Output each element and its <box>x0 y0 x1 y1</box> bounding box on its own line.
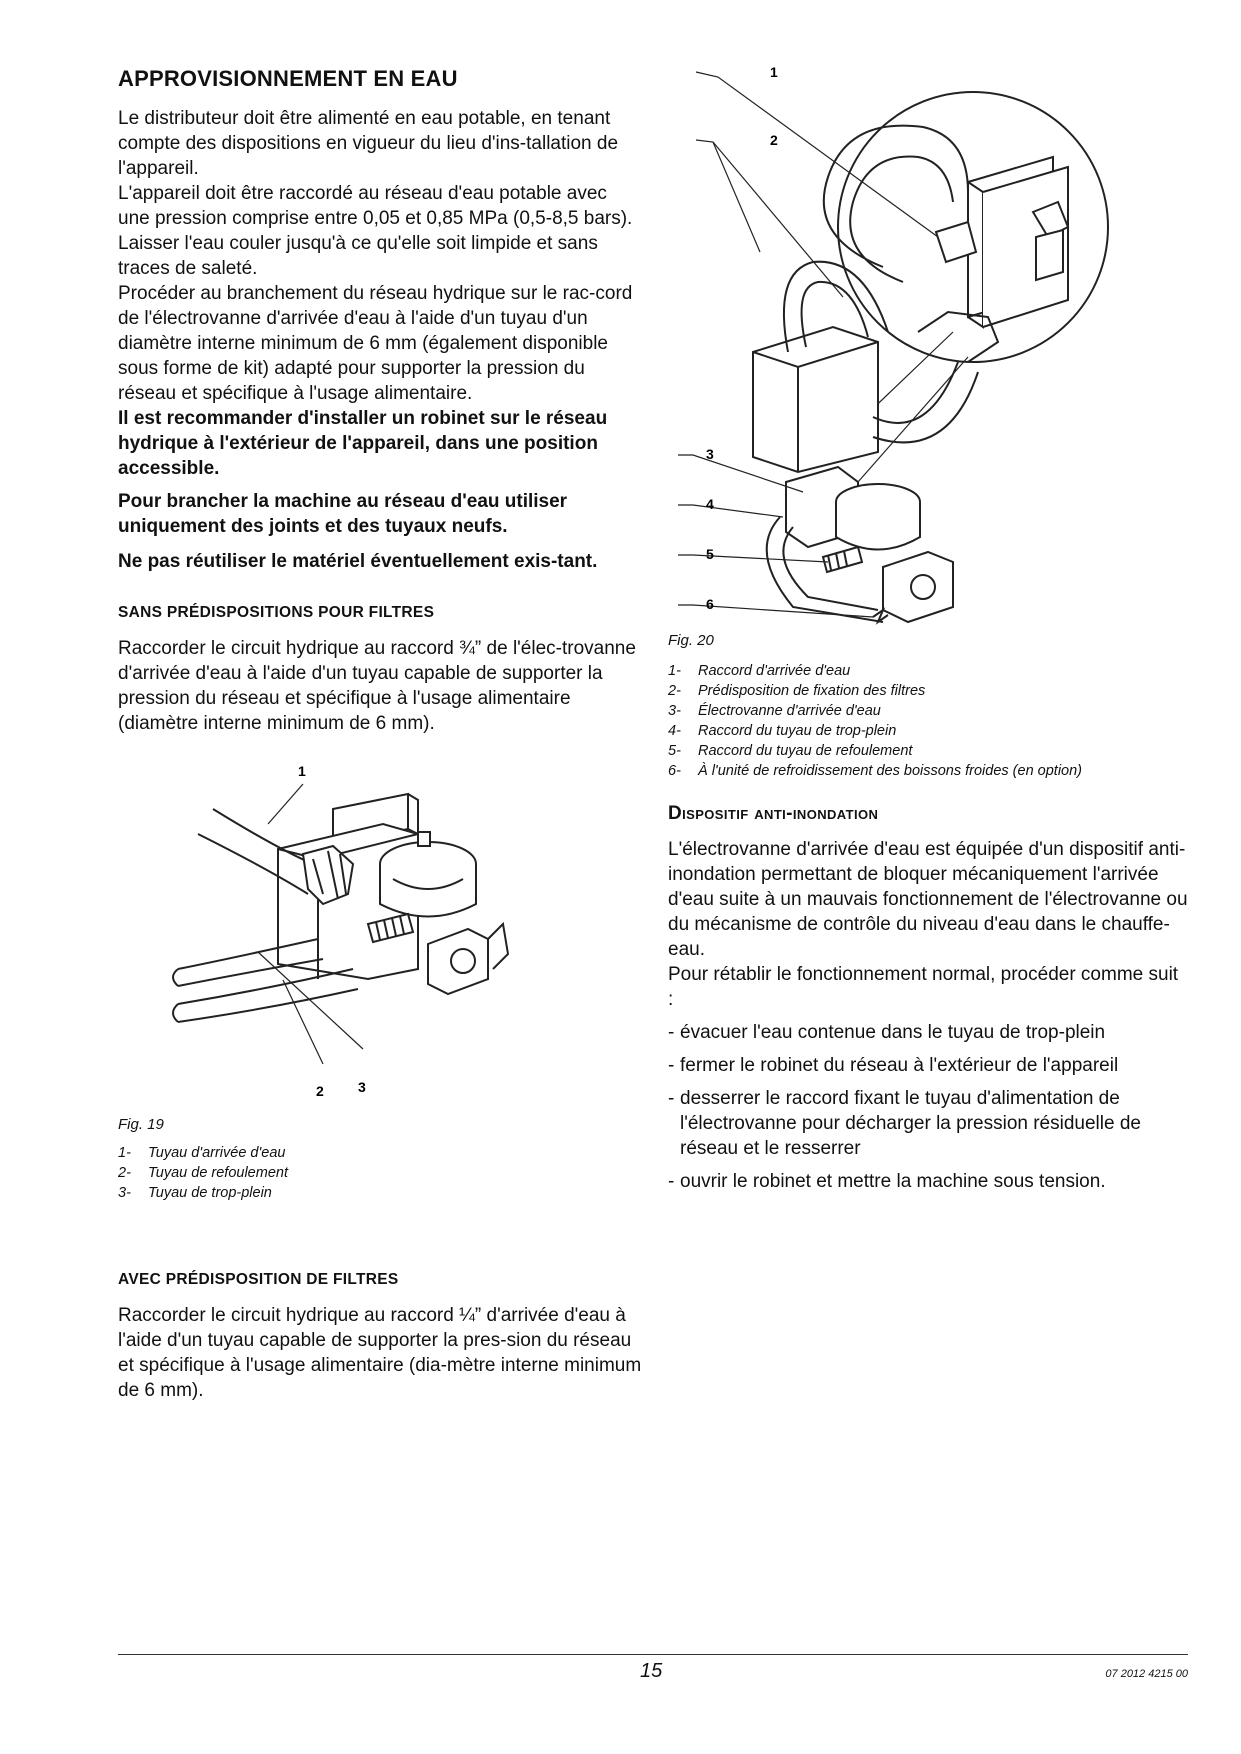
list-item: - évacuer l'eau contenue dans le tuyau de trop-plein <box>668 1022 1106 1043</box>
right-column <box>668 62 1188 1194</box>
list-item: - desserrer le raccord fixant le tuyau d'alimentation de l'électrovanne pour décharger la pression résiduelle de réseau et le resserrer <box>668 1088 1141 1159</box>
fig19-label-1: 1 <box>298 763 306 779</box>
fig19-label-3: 3 <box>358 1079 366 1095</box>
fig20-label-3: 3 <box>706 446 714 462</box>
figure-20 <box>668 62 1188 634</box>
page-title: APPROVISIONNEMENT EN EAU <box>118 66 458 91</box>
fig20-caption: Fig. 20 <box>668 632 714 649</box>
intro-paragraph-3: Laisser l'eau couler jusqu'à ce qu'elle soit limpide et sans traces de saleté. <box>118 233 598 279</box>
list-item: - fermer le robinet du réseau à l'extérieur de l'appareil <box>668 1055 1119 1076</box>
legend-item: 1- Raccord d'arrivée d'eau <box>668 663 851 679</box>
legend-item: 3- Électrovanne d'arrivée d'eau <box>668 703 881 719</box>
fig20-legend <box>668 661 1188 781</box>
intro-paragraph-2: L'appareil doit être raccordé au réseau d'eau potable avec une pression comprise entre 0,05 et 0,85 MPa (0,5-8,5 bars). <box>118 183 633 229</box>
legend-item: 2- Tuyau de refoulement <box>118 1165 288 1181</box>
section-text-with-filters: Raccorder le circuit hydrique au raccord ¼” d'arrivée d'eau à l'aide d'un tuyau capable de supporter la pres-sion du réseau et spécifique à l'usage alimentaire (dia-mètre interne minimum de 6 mm). <box>118 1305 642 1401</box>
intro-warning-1: Il est recommander d'installer un robinet sur le réseau hydrique à l'extérieur de l'appareil, dans une position accessible. <box>118 408 608 479</box>
anti-flood-paragraph-2: Pour rétablir le fonctionnement normal, procéder comme suit : <box>668 964 1179 1010</box>
intro-paragraph-4: Procéder au branchement du réseau hydrique sur le rac-cord de l'électrovanne d'arrivée d'eau à l'aide d'un tuyau d'un diamètre interne minimum de 6 mm (également disponible sous forme de kit) adapté pour supporter la pression du réseau et spécifique à l'usage alimentaire. <box>118 283 633 404</box>
fig20-label-2: 2 <box>770 132 778 148</box>
list-item: - ouvrir le robinet et mettre la machine sous tension. <box>668 1171 1106 1192</box>
figure-19 <box>118 754 643 1114</box>
section-heading-no-filters: SANS PRÉDISPOSITIONS POUR FILTRES <box>118 604 435 621</box>
anti-flood-paragraph-1: L'électrovanne d'arrivée d'eau est équipée d'un dispositif anti-inondation permettant de bloquer mécaniquement l'arrivée d'eau suite à un mauvais fonctionnement de l'électrovanne ou du mécanisme de contrôle du niveau d'eau dans le chauffe-eau. <box>668 839 1188 960</box>
fig20-illustration <box>668 62 1188 634</box>
legend-item: 3- Tuyau de trop-plein <box>118 1185 272 1201</box>
fig19-label-2: 2 <box>316 1083 324 1099</box>
legend-item: 2- Prédisposition de fixation des filtres <box>668 683 926 699</box>
fig20-label-1: 1 <box>770 64 778 80</box>
fig19-legend <box>118 1143 643 1203</box>
legend-item: 4- Raccord du tuyau de trop-plein <box>668 723 897 739</box>
intro-warning-3: Ne pas réutiliser le matériel éventuellement exis-tant. <box>118 551 598 572</box>
fig20-label-6: 6 <box>706 596 714 612</box>
fig19-caption: Fig. 19 <box>118 1116 164 1133</box>
legend-item: 5- Raccord du tuyau de refoulement <box>668 743 913 759</box>
left-column <box>118 62 643 1403</box>
footer-divider <box>118 1654 1188 1655</box>
intro-paragraph-1: Le distributeur doit être alimenté en eau potable, en tenant compte des dispositions en vigueur du lieu d'ins-tallation de l'appareil. <box>118 108 619 179</box>
document-code: 07 2012 4215 00 <box>1105 1668 1188 1680</box>
intro-warning-2: Pour brancher la machine au réseau d'eau utiliser uniquement des joints et des tuyaux neufs. <box>118 491 568 537</box>
anti-flood-steps <box>668 1020 1188 1194</box>
fig20-label-5: 5 <box>706 546 714 562</box>
legend-item: 6- À l'unité de refroidissement des boissons froides (en option) <box>668 763 1083 779</box>
legend-item: 1- Tuyau d'arrivée d'eau <box>118 1145 286 1161</box>
fig19-illustration <box>118 754 643 1114</box>
section-heading-anti-flood: Dispositif anti-inondation <box>668 803 879 824</box>
fig20-label-4: 4 <box>706 496 714 512</box>
section-text-no-filters: Raccorder le circuit hydrique au raccord ¾” de l'élec-trovanne d'arrivée d'eau à l'aide d'un tuyau capable de supporter la pression du réseau et spécifique à l'usage alimentaire (diamètre interne minimum de 6 mm). <box>118 638 636 734</box>
page-number: 15 <box>640 1660 663 1682</box>
section-heading-with-filters: AVEC PRÉDISPOSITION DE FILTRES <box>118 1271 399 1288</box>
